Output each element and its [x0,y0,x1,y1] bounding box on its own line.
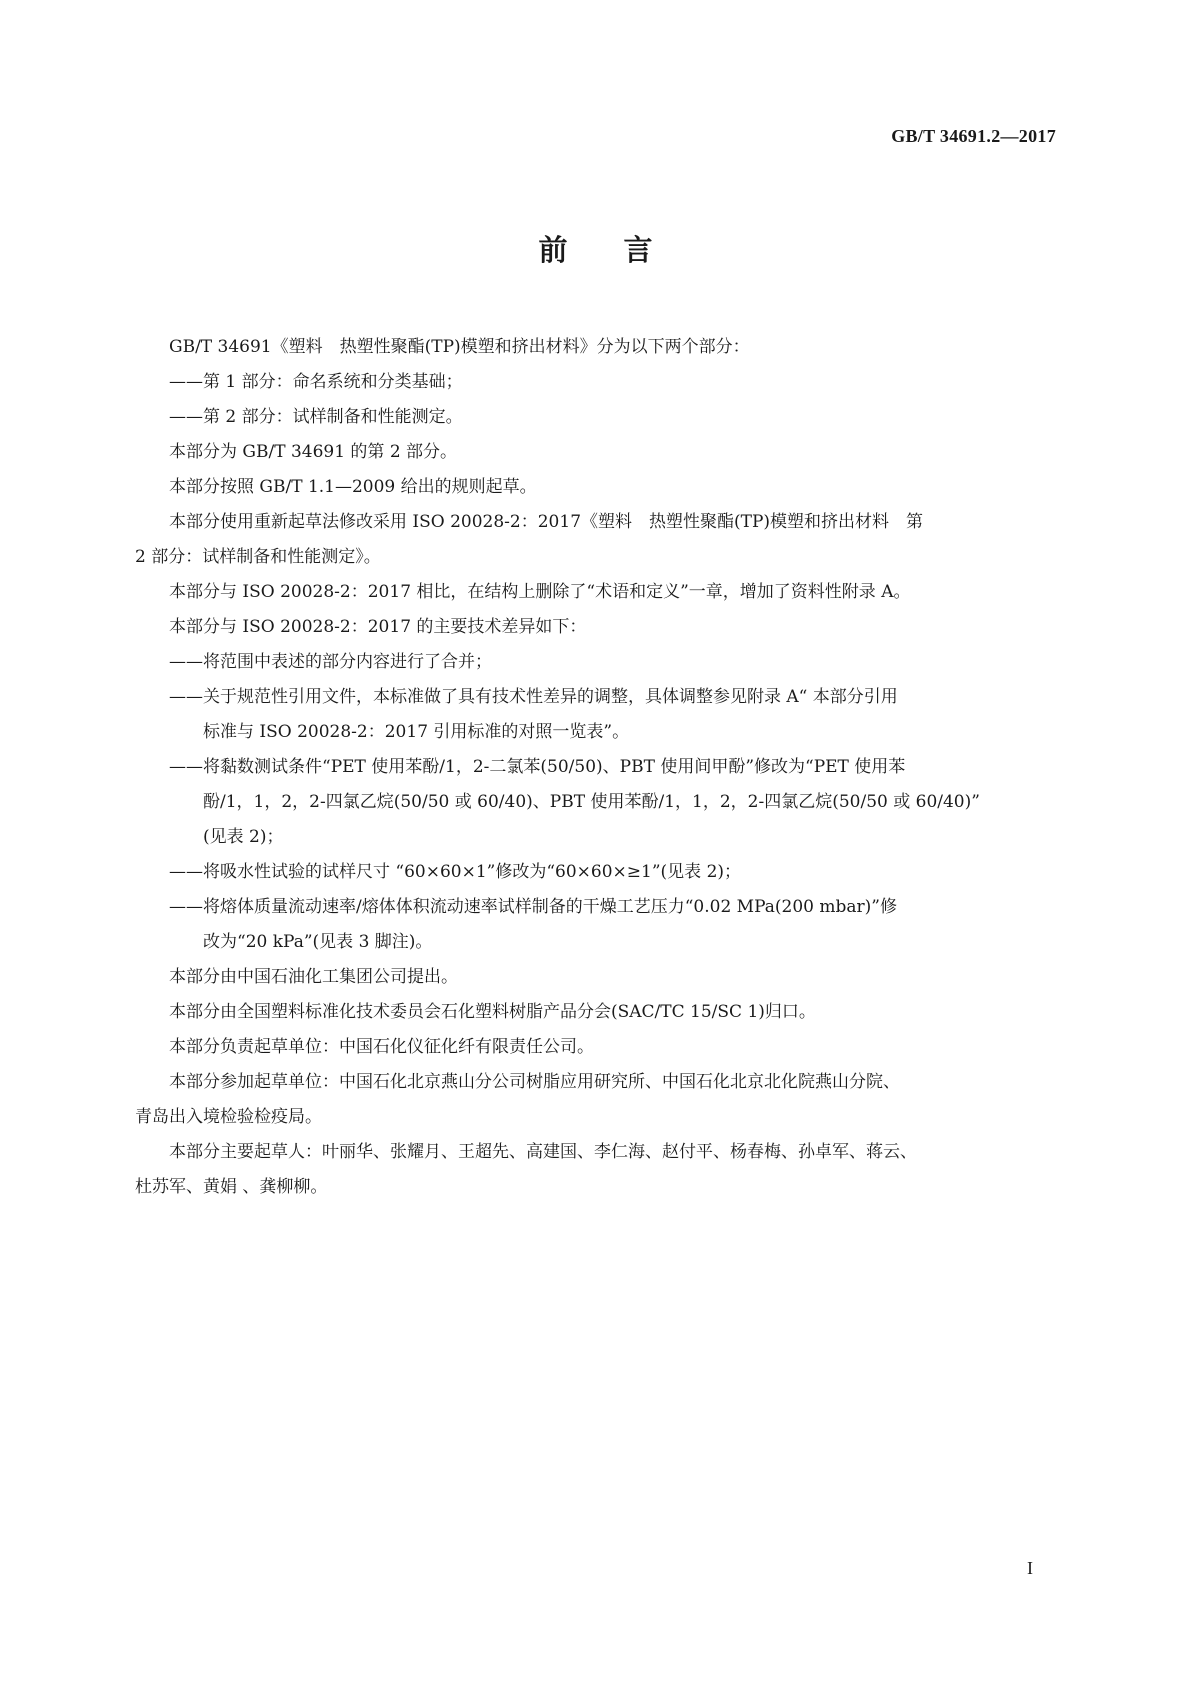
diff-item-drying-pressure-line-2: 改为“20 kPa”(见表 3 脚注)。 [203,932,433,952]
paragraph-participants-line-2: 青岛出入境检验检疫局。 [135,1107,322,1127]
page-title [0,228,1191,269]
diff-item-water-absorption: ——将吸水性试验的试样尺寸 “60×60×1”修改为“60×60×≥1”(见表 2)； [169,862,742,882]
standard-code: GB/T 34691.2—2017 [891,126,1056,146]
paragraph-adoption-line-1: 本部分使用重新起草法修改采用 ISO 20028-2：2017《塑料 热塑性聚酯(TP)模塑和挤出材料 第 [169,512,924,532]
list-item-part-2: ——第 2 部分：试样制备和性能测定。 [169,407,463,427]
diff-item-scope: ——将范围中表述的部分内容进行了合并； [169,652,492,672]
paragraph-proposer: 本部分由中国石油化工集团公司提出。 [169,967,458,987]
diff-item-references-line-1: ——关于规范性引用文件，本标准做了具有技术性差异的调整，具体调整参见附录 A“ 本部分引用 [169,687,898,707]
diff-item-viscosity-line-1: ——将黏数测试条件“PET 使用苯酚/1，2-二氯苯(50/50)、PBT 使用间甲酚”修改为“PET 使用苯 [169,757,906,777]
title-char-1: 前 [538,233,568,267]
diff-item-drying-pressure-line-1: ——将熔体质量流动速率/熔体体积流动速率试样制备的干燥工艺压力“0.02 MPa(200 mbar)”修 [169,897,897,917]
paragraph-structure-diff: 本部分与 ISO 20028-2：2017 相比，在结构上删除了“术语和定义”一章，增加了资料性附录 A。 [169,582,911,602]
paragraph-adoption-line-2: 2 部分：试样制备和性能测定》。 [135,547,381,567]
diff-item-viscosity-line-2: 酚/1，1，2，2-四氯乙烷(50/50 或 60/40)、PBT 使用苯酚/1，1，2，2-四氯乙烷(50/50 或 60/40)” [203,792,980,812]
foreword-body [135,330,1063,1205]
page-number: I [1027,1558,1033,1578]
paragraph-parts-intro: GB/T 34691《塑料 热塑性聚酯(TP)模塑和挤出材料》分为以下两个部分： [169,337,750,357]
paragraph-participants-line-1: 本部分参加起草单位：中国石化北京燕山分公司树脂应用研究所、中国石化北京北化院燕山分院、 [169,1072,900,1092]
paragraph-tech-diff-intro: 本部分与 ISO 20028-2：2017 的主要技术差异如下： [169,617,587,637]
diff-item-viscosity-line-3: (见表 2)； [203,827,284,847]
title-char-2: 言 [623,233,653,267]
paragraph-administration: 本部分由全国塑料标准化技术委员会石化塑料树脂产品分会(SAC/TC 15/SC 1)归口。 [169,1002,816,1022]
paragraph-drafting-rules: 本部分按照 GB/T 1.1—2009 给出的规则起草。 [169,477,537,497]
paragraph-lead-drafter: 本部分负责起草单位：中国石化仪征化纤有限责任公司。 [169,1037,594,1057]
list-item-part-1: ——第 1 部分：命名系统和分类基础； [169,372,463,392]
paragraph-drafters-line-1: 本部分主要起草人：叶丽华、张耀月、王超先、高建国、李仁海、赵付平、杨春梅、孙卓军、蒋云、 [169,1142,917,1162]
paragraph-part-statement: 本部分为 GB/T 34691 的第 2 部分。 [169,442,458,462]
diff-item-references-line-2: 标准与 ISO 20028-2：2017 引用标准的对照一览表”。 [203,722,630,742]
paragraph-drafters-line-2: 杜苏军、黄娟 、龚柳柳。 [135,1177,328,1197]
